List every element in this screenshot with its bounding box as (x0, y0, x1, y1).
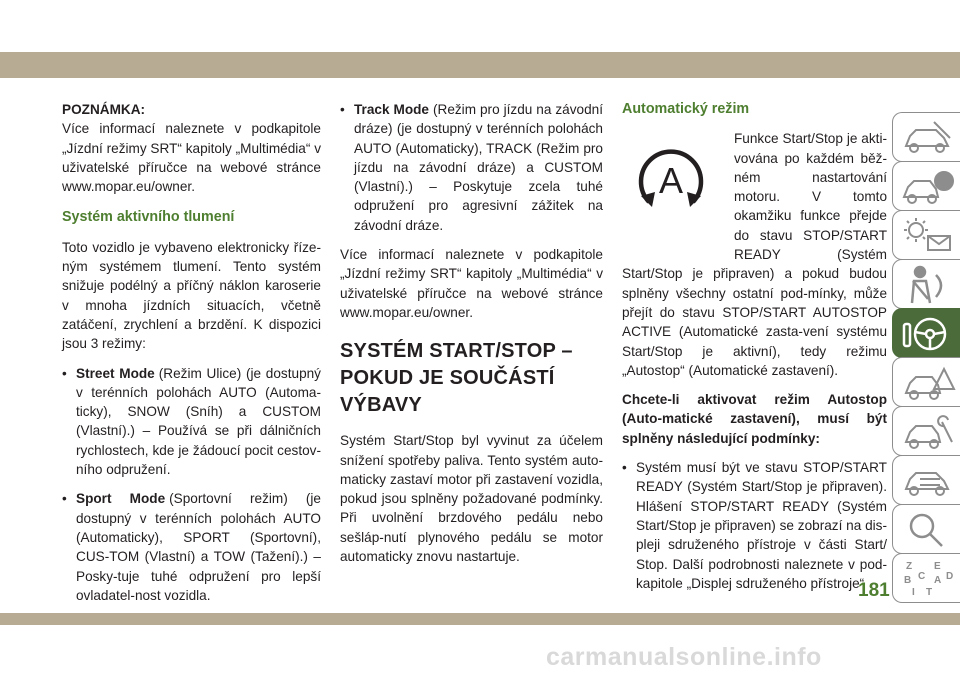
bullet-text: (Režim pro jízdu na závodní dráze) (je dostupný v terénních polohách AUTO (Automaticky), TRACK (Režim pro jízdu na závodní dráze) a CUSTOM (Vlastní).) – Poskytuje zcela tuhé odpružení pro agresivní zážitek na závodní dráze. (354, 102, 603, 233)
autostop-icon-letter: A (658, 160, 684, 202)
index-letter: Z (906, 561, 913, 572)
index-letter: D (946, 571, 954, 582)
start-stop-heading: SYSTÉM START/STOP – POKUD JE SOUČÁSTÍ VÝBAVY (340, 340, 573, 417)
bullet-term: Street Mode (76, 365, 155, 381)
bottom-color-band (0, 613, 960, 625)
index-letter: C (918, 571, 926, 582)
active-damping-heading: Systém aktivního tlumení (62, 209, 235, 226)
list-item: • Systém musí být ve stavu STOP/START READY (Systém Start/Stop je připraven). Hlášení STOP/START READY (Systém Start/Stop je připraven) se zobrazí na dis-pleji sdruženého přístroje v části Start/ Stop. Další podrobnosti naleznete v pod-kapitole „Displej sdruženého přístroje“ (622, 460, 887, 591)
bullet-text: (Sportovní režim) (je dostupný v terénních polohách AUTO (Automaticky), SPORT (Sportovní), CUS-TOM (Vlastní) a TOW (Tažení).) – Posky-tuje tuhé odpružení pro lepší ovladatel-nost vozidla. (76, 491, 321, 603)
index-letter: E (934, 561, 941, 572)
index-letter: I (912, 587, 915, 598)
watermark: carmanualsonline.info (546, 643, 822, 671)
page-number: 181 (858, 580, 890, 601)
index-letter: A (934, 575, 942, 586)
bullet-text: (Režim Ulice) (je dostupný v terénních polohách AUTO (Automa-ticky), SNOW (Sníh) a CUSTOM (Vlastní).) – Používá se při dálničních rychlostech, kde je žádoucí pocit cestov-ního odpružení. (76, 365, 321, 478)
column-right (622, 100, 887, 603)
bullet-text: Systém musí být ve stavu STOP/START READY (Systém Start/Stop je připraven). Hlášení STOP/START READY (Systém Start/Stop je připraven) se zobrazí na dis-pleji sdruženého přístroje v části Start/ Stop. Další podrobnosti naleznete v pod-kapitole „Displej sdruženého přístroje“ (636, 460, 887, 591)
autostop-icon-box (622, 129, 734, 247)
list-item: • Track Mode (Režim pro jízdu na závodní dráze) (je dostupný v terénních polohách AUTO (Automaticky), TRACK (Režim pro jízdu na závodní dráze) a CUSTOM (Vlastní).) – Poskytuje zcela tuhé odpružení pro agresivní zážitek na závodní dráze. (340, 102, 603, 233)
car-warning-icon[interactable] (892, 357, 960, 407)
bullet-term: Sport Mode (76, 491, 166, 507)
car-key-info-icon[interactable] (892, 161, 960, 211)
index-letter: T (926, 587, 933, 598)
autostop-a-icon (632, 141, 710, 219)
auto-mode-heading: Automatický režim (622, 101, 750, 117)
steering-wheel-icon[interactable] (892, 308, 960, 358)
car-wrench-icon[interactable] (892, 406, 960, 456)
start-stop-body: Systém Start/Stop byl vyvinut za účelem snížení spotřeby paliva. Tento systém auto-maticky zastaví motor při zastavení vozidla, pokud jsou splněny požadované podmínky. Při uvolnění brzdového pedálu nebo sešláp-nutí plynového pedálu se motor automaticky znovu nastartuje. (340, 433, 603, 565)
autostop-conditions-heading: Chcete-li aktivovat režim Autostop (Auto-matické zastavení), musí být splněny následující podmínky: (622, 392, 887, 446)
top-color-band (0, 52, 960, 78)
column-left (62, 100, 321, 615)
index-letter: B (904, 575, 912, 586)
note-text: Více informací naleznete v podkapitole „Jízdní režimy SRT“ kapitoly „Multimédia“ v uživatelské příručce na webové stránce www.mopar.eu/owner. (62, 121, 321, 195)
list-item: • Sport Mode (Sportovní režim) (je dostupný v terénních polohách AUTO (Automaticky), SPORT (Sportovní), CUS-TOM (Vlastní) a TOW (Tažení).) – Posky-tuje tuhé odpružení pro lepší ovladatel-nost vozidla. (62, 491, 321, 603)
active-damping-text: Toto vozidlo je vybaveno elektronicky říze-ným systémem tlumení. Tento systém snižuje podélný a příčný náklon karoserie v mnoha jízdních situacích, včetně zatáčení, zrychlení a brzdění. K dispozici jsou 3 režimy: (62, 239, 321, 352)
note-heading: POZNÁMKA: (62, 102, 146, 117)
auto-mode-body: Funkce Start/Stop je akti-vována po každém běž-ném nastartování motoru. V tomto okamžiku funkce přejde do stavu STOP/START READY (Systém Start/Stop je připraven) a pokud budou splněny všechny ostatní pod-mínky, může přejít do stavu STOP/START AUTOSTOP ACTIVE (Automatické zasta-vení systému Start/Stop je aktivní), tedy režimu „Autostop“ (Automatické zastavení). (622, 131, 887, 378)
seatbelt-person-icon[interactable] (892, 259, 960, 309)
search-icon[interactable] (892, 504, 960, 554)
alphabet-index-icon[interactable] (892, 553, 960, 603)
list-item: • Street Mode (Režim Ulice) (je dostupný v terénních polohách AUTO (Automa-ticky), SNOW (Sníh) a CUSTOM (Vlastní).) – Používá se při dálničních rychlostech, kde je žádoucí pocit cestov-ního odpružení. (62, 365, 321, 478)
car-info-icon[interactable] (892, 112, 960, 162)
column-middle (340, 100, 603, 576)
car-specs-icon[interactable] (892, 455, 960, 505)
more-info-text: Více informací naleznete v podkapitole „Jízdní režimy SRT“ kapitoly „Multimédia“ v uživatelské příručce na webové stránce www.mopar.eu/owner. (340, 247, 603, 320)
light-message-icon[interactable] (892, 210, 960, 260)
bullet-term: Track Mode (354, 102, 429, 117)
